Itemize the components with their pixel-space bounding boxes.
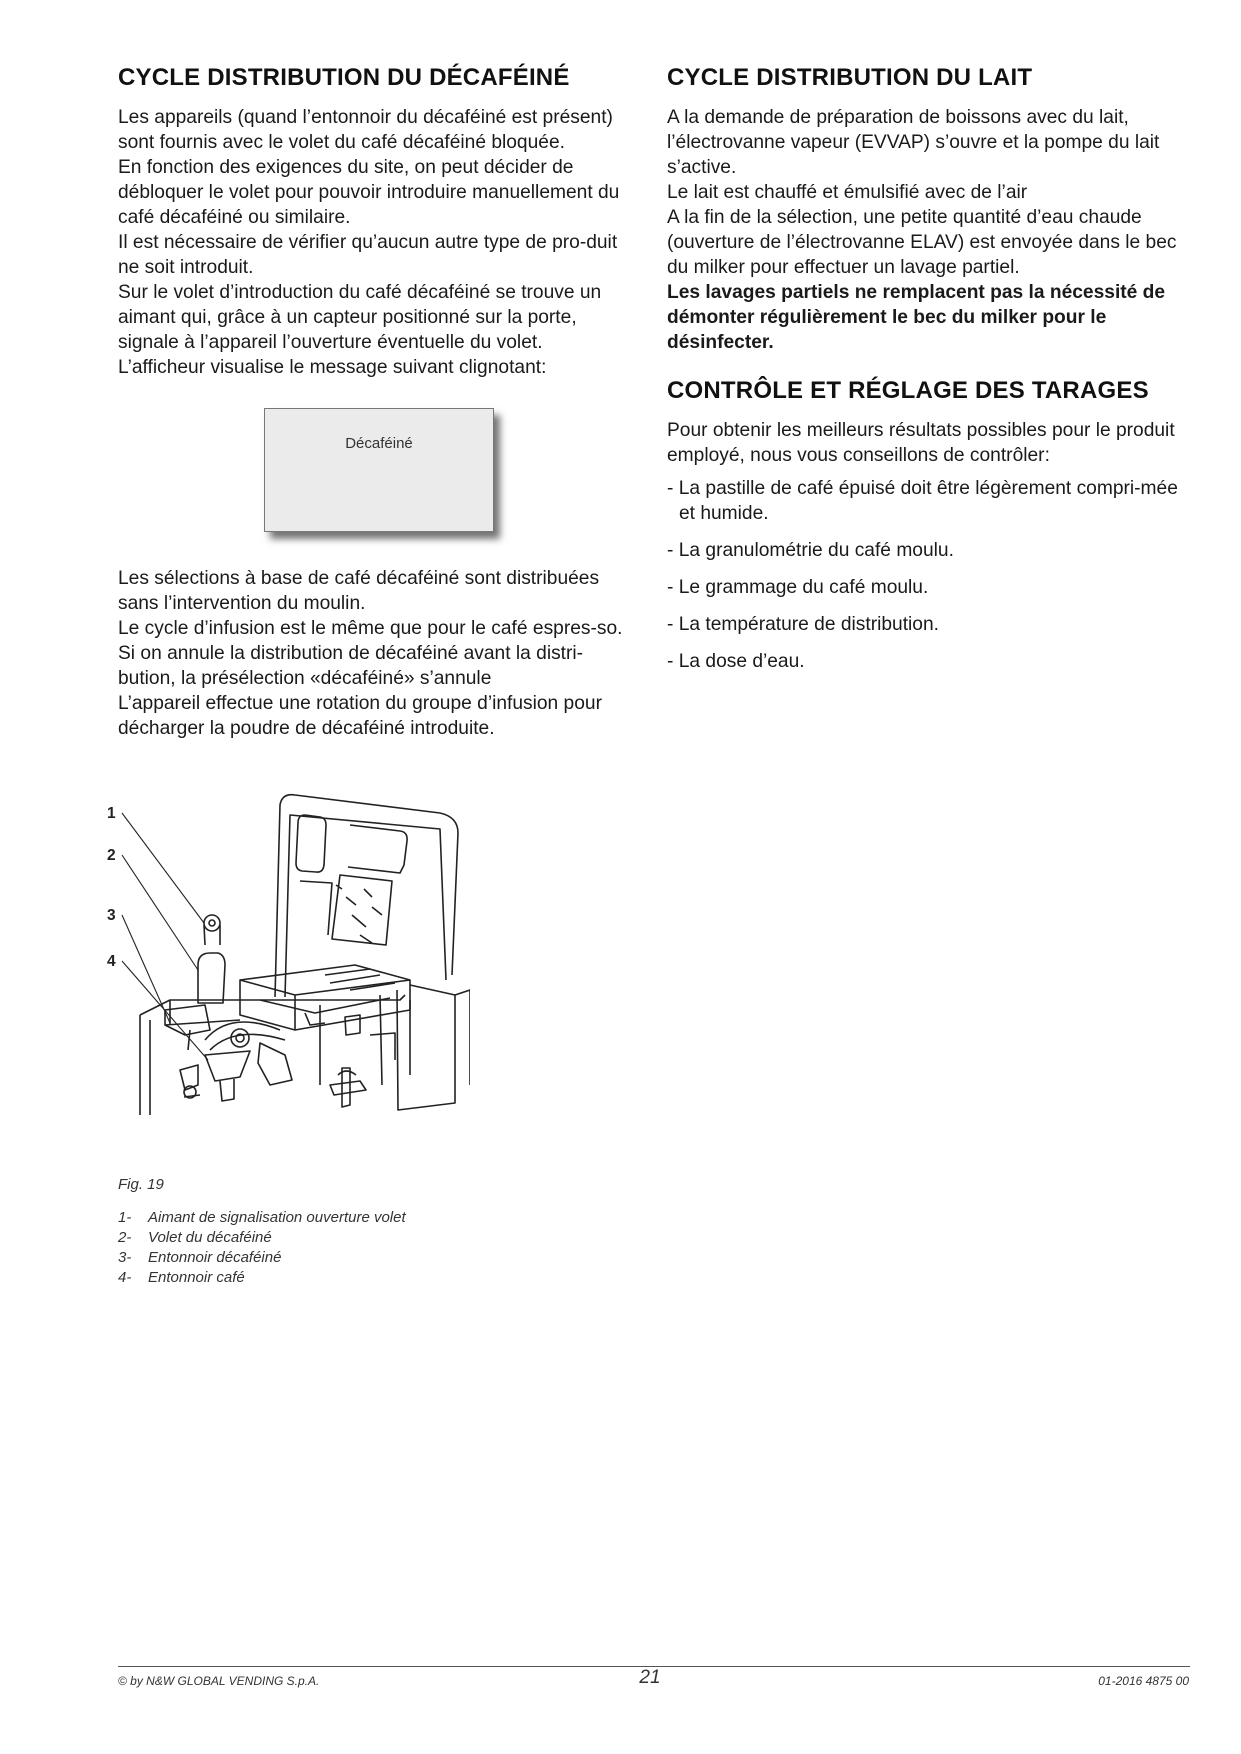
figure-label: 2	[107, 847, 116, 864]
list-item: - La pastille de café épuisé doit être légèrement compri-mée et humide.	[667, 478, 1178, 524]
machine-illustration	[110, 785, 470, 1165]
footer-doc-code: 01-2016 4875 00	[1098, 1674, 1189, 1688]
left-column	[118, 64, 640, 380]
figure-label: 1	[107, 805, 116, 822]
legend-text: Aimant de signalisation ouverture volet	[148, 1209, 406, 1226]
footer-copyright: © by N&W GLOBAL VENDING S.p.A.	[118, 1674, 320, 1688]
left-column-lower	[118, 566, 640, 741]
paragraph: Le lait est chauffé et émulsifié avec de l’air	[667, 182, 1028, 203]
section-heading-decaf: CYCLE DISTRIBUTION DU DÉCAFÉINÉ	[118, 64, 570, 91]
paragraph: Si on annule la distribution de décaféiné avant la distri-bution, la présélection «décaféiné» s’annule	[118, 643, 584, 689]
paragraph: L’afficheur visualise le message suivant clignotant:	[118, 357, 547, 378]
right-column	[667, 64, 1189, 686]
paragraph: Il est nécessaire de vérifier qu’aucun autre type de pro-duit ne soit introduit.	[118, 232, 618, 278]
legend-text: Entonnoir décaféiné	[148, 1249, 282, 1266]
bold-note: Les lavages partiels ne remplacent pas la nécessité de démonter régulièrement le bec du milker pour le désinfecter.	[667, 282, 1166, 353]
figure-label: 4	[107, 953, 116, 970]
section-heading-milk: CYCLE DISTRIBUTION DU LAIT	[667, 64, 1033, 91]
page-number: 21	[639, 1667, 661, 1688]
paragraph: Les appareils (quand l’entonnoir du décaféiné est présent) sont fournis avec le volet du café décaféiné bloquée.	[118, 107, 613, 153]
list-item: - Le grammage du café moulu.	[667, 577, 929, 598]
paragraph: Pour obtenir les meilleurs résultats possibles pour le produit employé, nous vous conseillons de contrôler:	[667, 420, 1175, 466]
paragraph: Les sélections à base de café décaféiné sont distribuées sans l’intervention du moulin.	[118, 568, 600, 614]
legend-text: Volet du décaféiné	[148, 1229, 272, 1246]
legend-number: 4-	[118, 1269, 132, 1286]
display-message: Décaféiné	[345, 435, 413, 452]
display-screen	[264, 408, 494, 532]
list-item: - La granulométrie du café moulu.	[667, 540, 954, 561]
figure-caption: Fig. 19	[118, 1176, 164, 1193]
legend-item	[118, 1208, 406, 1228]
legend-number: 2-	[118, 1229, 132, 1246]
legend-number: 3-	[118, 1249, 132, 1266]
figure-label: 3	[107, 907, 116, 924]
paragraph: Sur le volet d’introduction du café décaféiné se trouve un aimant qui, grâce à un capteur positionné sur la porte, signale à l’appareil l’ouverture éventuelle du volet.	[118, 282, 602, 353]
legend-item	[118, 1268, 406, 1288]
figure-machine-drawing	[107, 785, 470, 1165]
legend-number: 1-	[118, 1209, 132, 1226]
figure-legend	[118, 1208, 406, 1288]
paragraph: A la demande de préparation de boissons avec du lait, l’électrovanne vapeur (EVVAP) s’ouvre et la pompe du lait s’active.	[667, 107, 1160, 178]
legend-item	[118, 1228, 406, 1248]
section-heading-calibration: CONTRÔLE ET RÉGLAGE DES TARAGES	[667, 377, 1149, 404]
paragraph: A la fin de la sélection, une petite quantité d’eau chaude (ouverture de l’électrovanne ELAV) est envoyée dans le bec du milker pour effectuer un lavage partiel.	[667, 207, 1177, 278]
legend-item	[118, 1248, 406, 1268]
list-item: - La dose d’eau.	[667, 651, 805, 672]
paragraph: En fonction des exigences du site, on peut décider de débloquer le volet pour pouvoir introduire manuellement du café décaféiné ou similaire.	[118, 157, 620, 228]
paragraph: Le cycle d’infusion est le même que pour le café espres-so.	[118, 618, 623, 639]
legend-text: Entonnoir café	[148, 1269, 245, 1286]
list-item: - La température de distribution.	[667, 614, 939, 635]
paragraph: L’appareil effectue une rotation du groupe d’infusion pour décharger la poudre de décaféiné introduite.	[118, 693, 602, 739]
